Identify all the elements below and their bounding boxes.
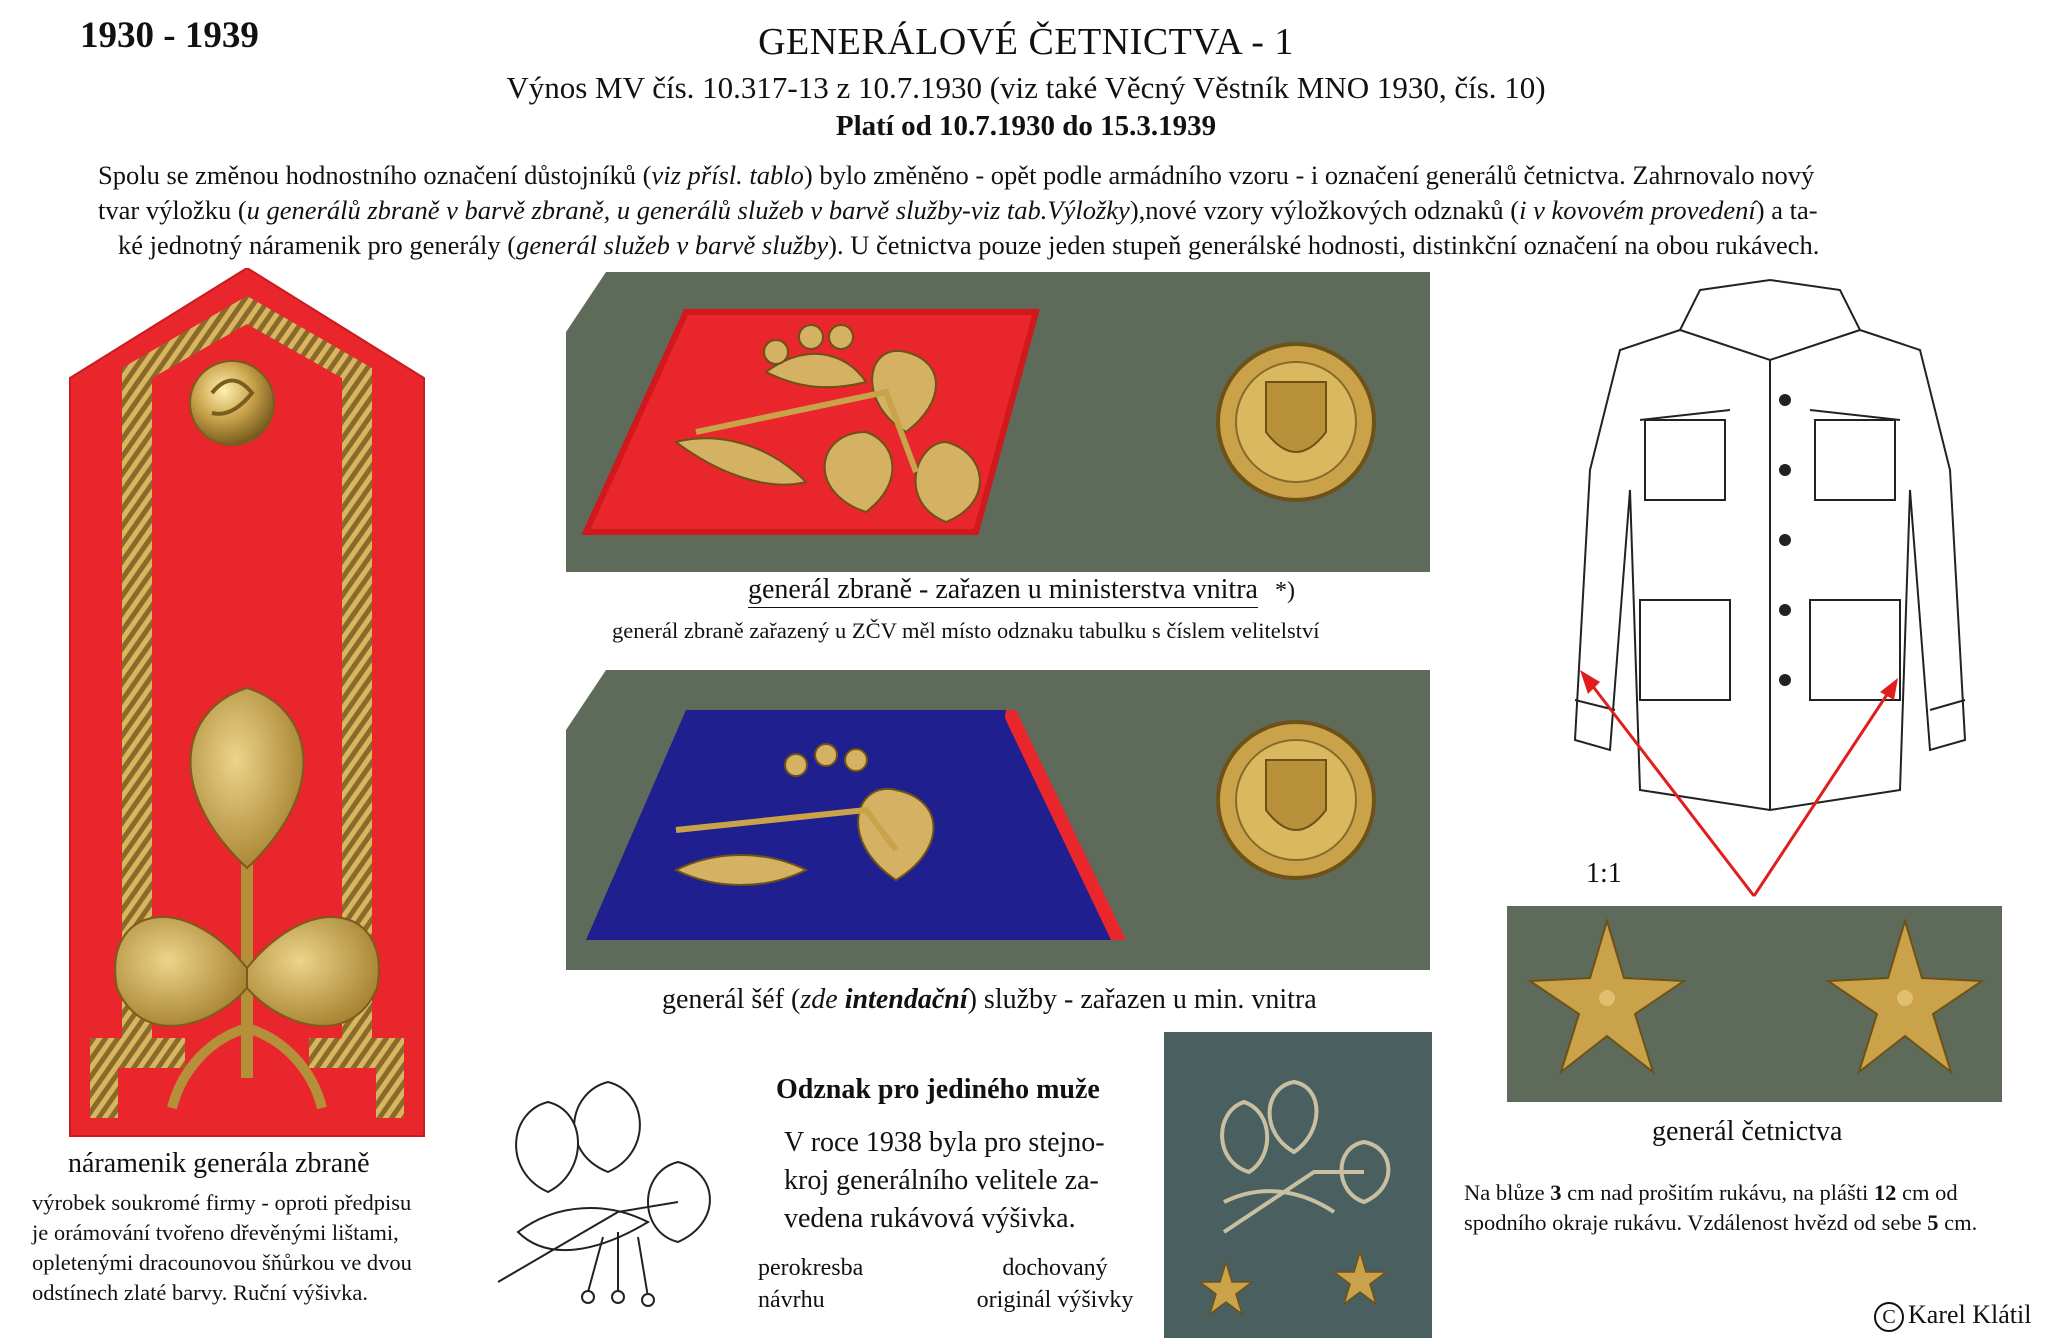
badge-pen-drawing	[488, 1062, 740, 1312]
collar-red-caption	[748, 574, 1295, 606]
shoulder-board-caption: náramenik generála zbraně	[68, 1148, 370, 1179]
validity-period: Platí od 10.7.1930 do 15.3.1939	[835, 110, 1217, 142]
original-label	[960, 1252, 1150, 1316]
shoulder-board-note	[32, 1188, 472, 1308]
badge-original-photo	[1164, 1032, 1432, 1338]
collar-patch-blue-image	[566, 670, 1430, 970]
sleeve-caption: generál četnictva	[1652, 1116, 1843, 1147]
drawing-label	[758, 1252, 863, 1316]
copyright	[1874, 1300, 2031, 1332]
scale-label: 1:1	[1586, 858, 1622, 889]
sleeve-stars-image	[1507, 906, 2002, 1102]
shoulder-board-image	[62, 268, 432, 1143]
text-line: kroj generálního velitele za-	[784, 1165, 1099, 1196]
caption-part: intendační	[844, 984, 968, 1015]
text-line: vedena rukávová výšivka.	[784, 1203, 1076, 1234]
page-title: GENERÁLOVÉ ČETNICTVA - 1	[758, 21, 1294, 63]
single-badge-text	[784, 1124, 1105, 1238]
sleeve-note-line-1: Na blůze 3 cm nad prošitím rukávu, na plášti 12 cm od	[1464, 1180, 1958, 1205]
asterisk-note: *)	[1274, 578, 1295, 604]
intro-line-3: ké jednotný náramenik pro generály (generál služeb v barvě služby). U četnictva pouze jeden stupeň generálské hodnosti, distinkční označení na obou rukávech.	[118, 230, 1820, 260]
collar-red-note: generál zbraně zařazený u ZČV měl místo odznaku tabulku s číslem velitelství	[612, 618, 1320, 643]
text-line: perokresba	[758, 1255, 864, 1281]
copyright-author: Karel Klátil	[1908, 1300, 2032, 1329]
note-line: je orámování tvořeno dřevěnými lištami,	[32, 1220, 399, 1245]
caption-part: ) služby - zařazen u min. vnitra	[967, 984, 1317, 1015]
text-line: návrhu	[758, 1287, 825, 1313]
single-badge-heading: Odznak pro jediného muže	[776, 1074, 1100, 1105]
intro-line-2: tvar výložku (u generálů zbraně v barvě zbraně, u generálů služeb v barvě služby-viz tab.Výložky),nové vzory výložkových odznaků (i v kovovém provedení) a ta-	[98, 195, 1818, 225]
decree-reference: Výnos MV čís. 10.317-13 z 10.7.1930 (viz také Věcný Věstník MNO 1930, čís. 10)	[506, 70, 1546, 105]
intro-line-1: Spolu se změnou hodnostního označení důstojníků (viz přísl. tablo) bylo změněno - opět podle armádního vzoru - i označení generálů četnictva. Zahrnovalo nový	[98, 160, 1815, 190]
text-line: originál výšivky	[976, 1287, 1134, 1313]
copyright-icon: C	[1874, 1302, 1904, 1332]
sleeve-note	[1464, 1178, 2044, 1238]
text-line: dochovaný	[1002, 1255, 1108, 1281]
caption-part: zde	[800, 984, 845, 1015]
years-range: 1930 - 1939	[80, 15, 259, 56]
intro-paragraph	[98, 158, 1998, 263]
caption-part: generál šéf (	[662, 984, 801, 1015]
note-line: opletenými dracounovou šňůrkou ve dvou	[32, 1250, 412, 1275]
sleeve-position-arrows	[1570, 660, 1920, 910]
collar-red-caption-text: generál zbraně - zařazen u ministerstva vnitra	[748, 574, 1258, 608]
collar-patch-red-image	[566, 272, 1430, 572]
note-line: odstínech zlaté barvy. Ruční výšivka.	[32, 1280, 368, 1305]
sleeve-note-line-2: spodního okraje rukávu. Vzdálenost hvězd od sebe 5 cm.	[1464, 1210, 1978, 1235]
text-line: V roce 1938 byla pro stejno-	[784, 1127, 1105, 1158]
note-line: výrobek soukromé firmy - oproti předpisu	[32, 1190, 412, 1215]
collar-blue-caption	[662, 984, 1317, 1016]
